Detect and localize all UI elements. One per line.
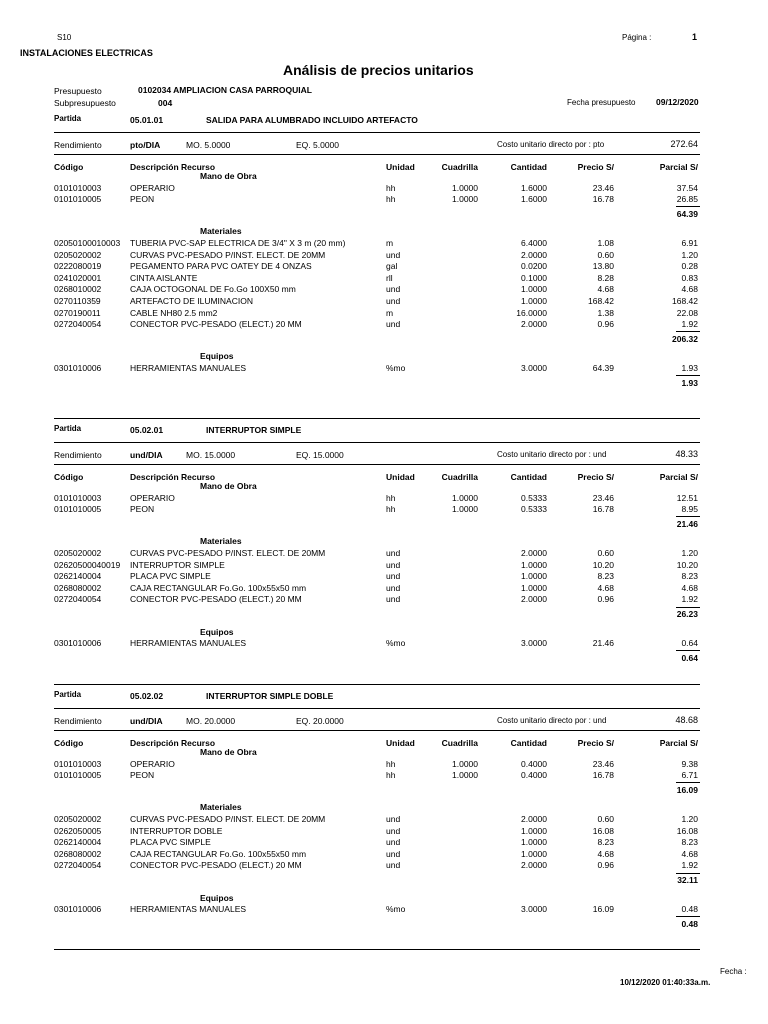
equipos-total-rule	[676, 375, 700, 376]
rendimiento-label: Rendimiento	[54, 140, 102, 150]
rendimiento-label: Rendimiento	[54, 450, 102, 460]
materiales-row-unit: und	[386, 284, 401, 295]
costo-value: 272.64	[670, 139, 698, 149]
presupuesto-value: 0102034 AMPLIACION CASA PARROQUIAL	[138, 85, 312, 95]
materiales-row-unit: und	[386, 249, 401, 260]
materiales-row-code: 0272040054	[54, 319, 102, 330]
materiales-row-parcial: 1.20	[681, 548, 698, 558]
mano-obra-row-desc: PEON	[130, 770, 155, 781]
col-descripcion: Descripción Recurso	[130, 472, 216, 482]
mano-obra-row-cantidad: 0.4000	[521, 770, 547, 781]
partida-label: Partida	[54, 424, 82, 433]
costo-label: Costo unitario directo por : und	[497, 450, 607, 459]
materiales-row-precio: 10.20	[592, 559, 614, 570]
mano-obra-row-unit: hh	[386, 182, 396, 193]
subpresupuesto-label: Subpresupuesto	[54, 98, 116, 108]
equipos-heading: Equipos	[200, 892, 234, 903]
equipos-row-desc: HERRAMIENTAS MANUALES	[130, 638, 247, 649]
materiales-total: 32.11	[677, 875, 698, 885]
materiales-row-desc: PLACA PVC SIMPLE	[130, 571, 211, 582]
rendimiento-label: Rendimiento	[54, 716, 102, 726]
col-unidad: Unidad	[386, 738, 415, 748]
materiales-row-cantidad: 0.1000	[521, 272, 547, 283]
eq-value: EQ. 20.0000	[296, 716, 344, 726]
mano-obra-row-code: 0101010005	[54, 770, 102, 781]
eq-value: EQ. 15.0000	[296, 450, 344, 460]
materiales-row-code: 0262140004	[54, 571, 102, 582]
mano-obra-heading: Mano de Obra	[200, 747, 257, 757]
mano-obra-row-cuadrilla: 1.0000	[452, 770, 478, 781]
materiales-row-parcial: 1.92	[681, 860, 698, 871]
mano-obra-row-code: 0101010003	[54, 758, 102, 769]
materiales-row-cantidad: 1.0000	[521, 296, 547, 306]
materiales-row-code: 0262050005	[54, 825, 102, 836]
materiales-row-code: 0205020002	[54, 814, 102, 824]
eq-value: EQ. 5.0000	[296, 140, 340, 150]
materiales-heading: Materiales	[200, 226, 242, 237]
system-code: S10	[57, 33, 72, 42]
materiales-row-unit: und	[386, 296, 401, 306]
equipos-row-parcial: 0.48	[681, 904, 698, 915]
mano-obra-row-precio: 16.78	[592, 194, 614, 205]
materiales-row-parcial: 168.42	[672, 296, 698, 306]
page-label: Página :	[622, 33, 652, 42]
mano-obra-row-code: 0101010005	[54, 194, 102, 205]
materiales-total: 206.32	[672, 333, 698, 344]
mo-value: MO. 15.0000	[186, 450, 236, 460]
rendimiento-unit: und/DIA	[130, 716, 163, 726]
materiales-row-unit: und	[386, 814, 401, 824]
mano-obra-row-desc: PEON	[130, 194, 155, 205]
mano-obra-row-cuadrilla: 1.0000	[452, 758, 478, 769]
equipos-row-code: 0301010006	[54, 638, 102, 649]
mano-obra-row-cuadrilla: 1.0000	[452, 492, 478, 503]
materiales-row-cantidad: 2.0000	[521, 548, 547, 558]
materiales-row-parcial: 1.92	[681, 319, 698, 330]
materiales-row-cantidad: 2.0000	[521, 249, 547, 260]
materiales-row-parcial: 1.92	[681, 594, 698, 605]
costo-label: Costo unitario directo por : pto	[497, 140, 605, 149]
partida-code: 05.02.01	[130, 425, 164, 435]
materiales-row-desc: TUBERIA PVC-SAP ELECTRICA DE 3/4" X 3 m (20 mm)	[130, 238, 346, 248]
costo-value: 48.68	[675, 715, 698, 725]
equipos-total: 0.48	[681, 918, 698, 929]
mano-obra-total: 16.09	[676, 784, 698, 795]
materiales-row-parcial: 0.83	[681, 272, 698, 283]
costo-value: 48.33	[675, 449, 698, 459]
materiales-row-unit: und	[386, 825, 401, 836]
partida-separator	[54, 684, 700, 685]
fecha-presupuesto-label: Fecha presupuesto	[567, 98, 636, 107]
section-title: INSTALACIONES ELECTRICAS	[20, 48, 153, 58]
mano-obra-heading: Mano de Obra	[200, 481, 257, 491]
materiales-row-parcial: 10.20	[676, 559, 698, 570]
mano-obra-row-cantidad: 0.4000	[521, 758, 547, 769]
materiales-row-code: 0241020001	[54, 272, 102, 283]
materiales-row-cantidad: 2.0000	[521, 594, 547, 605]
materiales-row-cantidad: 0.0200	[521, 261, 547, 272]
materiales-total-rule	[676, 873, 700, 874]
partida-divider	[54, 442, 700, 443]
materiales-row-cantidad: 6.4000	[521, 238, 547, 248]
materiales-row-precio: 0.96	[597, 319, 614, 330]
partida-code: 05.02.02	[130, 691, 164, 701]
materiales-row-unit: und	[386, 848, 401, 859]
equipos-total: 0.64	[681, 652, 698, 663]
subpresupuesto-value: 004	[158, 98, 173, 108]
materiales-row-desc: PLACA PVC SIMPLE	[130, 837, 211, 848]
partida-name: INTERRUPTOR SIMPLE DOBLE	[206, 691, 334, 701]
mano-obra-row-cuadrilla: 1.0000	[452, 194, 478, 205]
mano-obra-row-cantidad: 1.6000	[521, 194, 547, 205]
materiales-row-unit: und	[386, 319, 401, 330]
materiales-total: 26.23	[676, 609, 698, 619]
mano-obra-row-precio: 23.46	[592, 758, 614, 769]
materiales-row-unit: und	[386, 571, 401, 582]
materiales-row-desc: CINTA AISLANTE	[130, 272, 198, 283]
materiales-row-parcial: 4.68	[681, 582, 698, 593]
partida-divider	[54, 708, 700, 709]
mano-obra-row-unit: hh	[386, 504, 396, 515]
mano-obra-row-parcial: 26.85	[676, 194, 698, 205]
costo-label: Costo unitario directo por : und	[497, 716, 607, 725]
mano-obra-row-parcial: 12.51	[676, 492, 698, 503]
equipos-row-cantidad: 3.0000	[521, 904, 547, 915]
mano-obra-row-unit: hh	[386, 758, 396, 769]
mano-obra-row-code: 0101010005	[54, 504, 102, 515]
mano-obra-row-cantidad: 0.5333	[521, 492, 547, 503]
col-cantidad: Cantidad	[510, 162, 547, 172]
materiales-row-code: 0272040054	[54, 860, 102, 871]
rendimiento-unit: und/DIA	[130, 450, 163, 460]
materiales-row-precio: 1.38	[597, 307, 614, 318]
materiales-row-precio: 8.28	[597, 272, 614, 283]
materiales-row-parcial: 4.68	[681, 284, 698, 295]
mano-obra-row-unit: hh	[386, 492, 396, 503]
materiales-row-precio: 1.08	[597, 238, 614, 248]
col-cantidad: Cantidad	[510, 472, 547, 482]
materiales-row-parcial: 4.68	[681, 848, 698, 859]
materiales-row-cantidad: 2.0000	[521, 319, 547, 330]
materiales-row-unit: und	[386, 582, 401, 593]
col-unidad: Unidad	[386, 472, 415, 482]
materiales-row-parcial: 6.91	[681, 238, 698, 248]
materiales-row-desc: PEGAMENTO PARA PVC OATEY DE 4 ONZAS	[130, 261, 312, 272]
partida-divider	[54, 132, 700, 133]
materiales-row-precio: 0.60	[597, 548, 614, 558]
equipos-row-desc: HERRAMIENTAS MANUALES	[130, 904, 247, 915]
mo-value: MO. 20.0000	[186, 716, 236, 726]
materiales-row-desc: INTERRUPTOR DOBLE	[130, 825, 223, 836]
mano-obra-row-parcial: 8.95	[681, 504, 698, 515]
mano-obra-row-code: 0101010003	[54, 182, 102, 193]
materiales-row-unit: rll	[386, 272, 393, 283]
equipos-row-code: 0301010006	[54, 363, 102, 373]
materiales-row-parcial: 16.08	[676, 825, 698, 836]
materiales-row-parcial: 1.20	[681, 814, 698, 824]
materiales-row-code: 0268080002	[54, 582, 102, 593]
mano-obra-row-desc: OPERARIO	[130, 492, 175, 503]
equipos-row-precio: 16.09	[592, 904, 614, 915]
materiales-row-precio: 0.60	[597, 814, 614, 824]
materiales-row-precio: 4.68	[597, 284, 614, 295]
mano-obra-row-precio: 23.46	[592, 492, 614, 503]
mano-obra-row-parcial: 6.71	[681, 770, 698, 781]
materiales-heading: Materiales	[200, 802, 242, 813]
col-descripcion: Descripción Recurso	[130, 162, 216, 172]
materiales-row-desc: CURVAS PVC-PESADO P/INST. ELECT. DE 20MM	[130, 249, 326, 260]
mano-obra-total-rule	[676, 206, 700, 207]
materiales-row-cantidad: 1.0000	[521, 284, 547, 295]
partida-label: Partida	[54, 114, 82, 123]
materiales-row-desc: CURVAS PVC-PESADO P/INST. ELECT. DE 20MM	[130, 814, 326, 824]
equipos-total-rule	[676, 916, 700, 917]
materiales-row-precio: 8.23	[597, 571, 614, 582]
equipos-heading: Equipos	[200, 626, 234, 637]
col-codigo: Código	[54, 472, 84, 482]
materiales-row-precio: 4.68	[597, 848, 614, 859]
col-cantidad: Cantidad	[510, 738, 547, 748]
materiales-row-unit: und	[386, 837, 401, 848]
materiales-row-precio: 13.80	[592, 261, 614, 272]
materiales-row-cantidad: 2.0000	[521, 860, 547, 871]
materiales-row-code: 02050100010003	[54, 238, 121, 248]
rendimiento-divider	[54, 730, 700, 731]
equipos-row-code: 0301010006	[54, 904, 102, 915]
materiales-row-cantidad: 2.0000	[521, 814, 547, 824]
mano-obra-row-desc: OPERARIO	[130, 758, 175, 769]
materiales-row-precio: 4.68	[597, 582, 614, 593]
page-number: 1	[692, 32, 698, 42]
col-parcial: Parcial S/	[659, 162, 698, 172]
materiales-row-desc: ARTEFACTO DE ILUMINACION	[130, 296, 253, 306]
mano-obra-row-cuadrilla: 1.0000	[452, 504, 478, 515]
equipos-row-unit: %mo	[386, 904, 406, 915]
materiales-row-precio: 0.96	[597, 860, 614, 871]
materiales-row-desc: CABLE NH80 2.5 mm2	[130, 307, 218, 318]
col-cuadrilla: Cuadrilla	[441, 162, 478, 172]
materiales-row-code: 0205020002	[54, 548, 102, 558]
fecha-presupuesto-value: 09/12/2020	[656, 97, 699, 107]
materiales-row-desc: CURVAS PVC-PESADO P/INST. ELECT. DE 20MM	[130, 548, 326, 558]
rendimiento-divider	[54, 154, 700, 155]
mano-obra-row-precio: 16.78	[592, 770, 614, 781]
equipos-row-desc: HERRAMIENTAS MANUALES	[130, 363, 247, 373]
partida-code: 05.01.01	[130, 115, 164, 125]
materiales-row-cantidad: 16.0000	[516, 307, 547, 318]
materiales-row-unit: und	[386, 548, 401, 558]
materiales-row-code: 02620500040019	[54, 559, 121, 570]
footer-fecha-label: Fecha :	[720, 967, 747, 976]
materiales-row-desc: CAJA RECTANGULAR Fo.Go. 100x55x50 mm	[130, 582, 307, 593]
materiales-row-code: 0268080002	[54, 848, 102, 859]
materiales-row-desc: INTERRUPTOR SIMPLE	[130, 559, 225, 570]
materiales-row-precio: 8.23	[597, 837, 614, 848]
materiales-row-code: 0205020002	[54, 249, 102, 260]
materiales-row-parcial: 8.23	[681, 571, 698, 582]
materiales-row-code: 0270190011	[54, 307, 101, 318]
materiales-row-code: 0272040054	[54, 594, 102, 605]
partida-name: INTERRUPTOR SIMPLE	[206, 425, 302, 435]
col-descripcion: Descripción Recurso	[130, 738, 216, 748]
materiales-row-cantidad: 1.0000	[521, 837, 547, 848]
materiales-row-precio: 0.60	[597, 249, 614, 260]
mano-obra-row-desc: PEON	[130, 504, 155, 515]
col-precio: Precio S/	[577, 738, 614, 748]
presupuesto-label: Presupuesto	[54, 86, 102, 96]
materiales-row-desc: CONECTOR PVC-PESADO (ELECT.) 20 MM	[130, 860, 302, 871]
mano-obra-row-precio: 23.46	[592, 182, 614, 193]
equipos-row-parcial: 1.93	[681, 363, 698, 373]
mano-obra-row-parcial: 9.38	[681, 758, 698, 769]
materiales-total-rule	[676, 607, 700, 608]
partida-name: SALIDA PARA ALUMBRADO INCLUIDO ARTEFACTO	[206, 115, 418, 125]
mo-value: MO. 5.0000	[186, 140, 231, 150]
mano-obra-total-rule	[676, 516, 700, 517]
materiales-row-unit: und	[386, 860, 401, 871]
materiales-row-desc: CAJA OCTOGONAL DE Fo.Go 100X50 mm	[130, 284, 296, 295]
materiales-row-desc: CAJA RECTANGULAR Fo.Go. 100x55x50 mm	[130, 848, 307, 859]
col-cuadrilla: Cuadrilla	[441, 472, 478, 482]
mano-obra-row-precio: 16.78	[592, 504, 614, 515]
materiales-row-cantidad: 1.0000	[521, 825, 547, 836]
col-cuadrilla: Cuadrilla	[441, 738, 478, 748]
mano-obra-row-unit: hh	[386, 770, 396, 781]
materiales-row-unit: und	[386, 559, 401, 570]
mano-obra-row-cantidad: 0.5333	[521, 504, 547, 515]
materiales-row-precio: 0.96	[597, 594, 614, 605]
equipos-row-cantidad: 3.0000	[521, 638, 547, 649]
page-bottom-divider	[54, 949, 700, 950]
mano-obra-row-cantidad: 1.6000	[521, 182, 547, 193]
equipos-row-cantidad: 3.0000	[521, 363, 547, 373]
materiales-row-cantidad: 1.0000	[521, 848, 547, 859]
mano-obra-total: 64.39	[676, 208, 698, 219]
equipos-total: 1.93	[681, 377, 698, 388]
materiales-row-parcial: 1.20	[681, 249, 698, 260]
materiales-row-precio: 16.08	[592, 825, 614, 836]
materiales-row-unit: m	[386, 238, 394, 248]
materiales-row-code: 0270110359	[54, 296, 101, 306]
col-parcial: Parcial S/	[659, 738, 698, 748]
mano-obra-heading: Mano de Obra	[200, 171, 257, 181]
col-parcial: Parcial S/	[659, 472, 698, 482]
rendimiento-unit: pto/DIA	[130, 140, 161, 150]
materiales-row-unit: und	[386, 594, 401, 605]
materiales-row-desc: CONECTOR PVC-PESADO (ELECT.) 20 MM	[130, 319, 302, 330]
materiales-heading: Materiales	[200, 536, 242, 547]
equipos-total-rule	[676, 650, 700, 651]
materiales-row-code: 0262140004	[54, 837, 102, 848]
equipos-row-parcial: 0.64	[681, 638, 698, 649]
mano-obra-row-unit: hh	[386, 194, 396, 205]
equipos-row-unit: %mo	[386, 638, 406, 649]
mano-obra-row-parcial: 37.54	[676, 182, 698, 193]
mano-obra-row-cuadrilla: 1.0000	[452, 182, 478, 193]
col-codigo: Código	[54, 162, 84, 172]
page-title: Análisis de precios unitarios	[283, 62, 474, 78]
materiales-total-rule	[676, 331, 700, 332]
col-unidad: Unidad	[386, 162, 415, 172]
materiales-row-code: 0268010002	[54, 284, 102, 295]
partida-separator	[54, 418, 700, 419]
mano-obra-total-rule	[676, 782, 700, 783]
materiales-row-cantidad: 1.0000	[521, 559, 547, 570]
equipos-row-precio: 21.46	[592, 638, 614, 649]
col-precio: Precio S/	[577, 472, 614, 482]
equipos-row-unit: %mo	[386, 363, 406, 373]
col-codigo: Código	[54, 738, 84, 748]
col-precio: Precio S/	[577, 162, 614, 172]
materiales-row-precio: 168.42	[588, 296, 614, 306]
equipos-heading: Equipos	[200, 351, 234, 362]
materiales-row-desc: CONECTOR PVC-PESADO (ELECT.) 20 MM	[130, 594, 302, 605]
mano-obra-row-code: 0101010003	[54, 492, 102, 503]
rendimiento-divider	[54, 464, 700, 465]
materiales-row-unit: m	[386, 307, 394, 318]
materiales-row-code: 0222080019	[54, 261, 102, 272]
partida-label: Partida	[54, 690, 82, 699]
mano-obra-row-desc: OPERARIO	[130, 182, 175, 193]
materiales-row-cantidad: 1.0000	[521, 582, 547, 593]
footer-timestamp: 10/12/2020 01:40:33a.m.	[620, 978, 711, 987]
materiales-row-parcial: 8.23	[681, 837, 698, 848]
materiales-row-unit: gal	[386, 261, 398, 272]
materiales-row-parcial: 0.28	[681, 261, 698, 272]
equipos-row-precio: 64.39	[592, 363, 614, 373]
materiales-row-cantidad: 1.0000	[521, 571, 547, 582]
mano-obra-total: 21.46	[676, 518, 698, 529]
materiales-row-parcial: 22.08	[676, 307, 698, 318]
